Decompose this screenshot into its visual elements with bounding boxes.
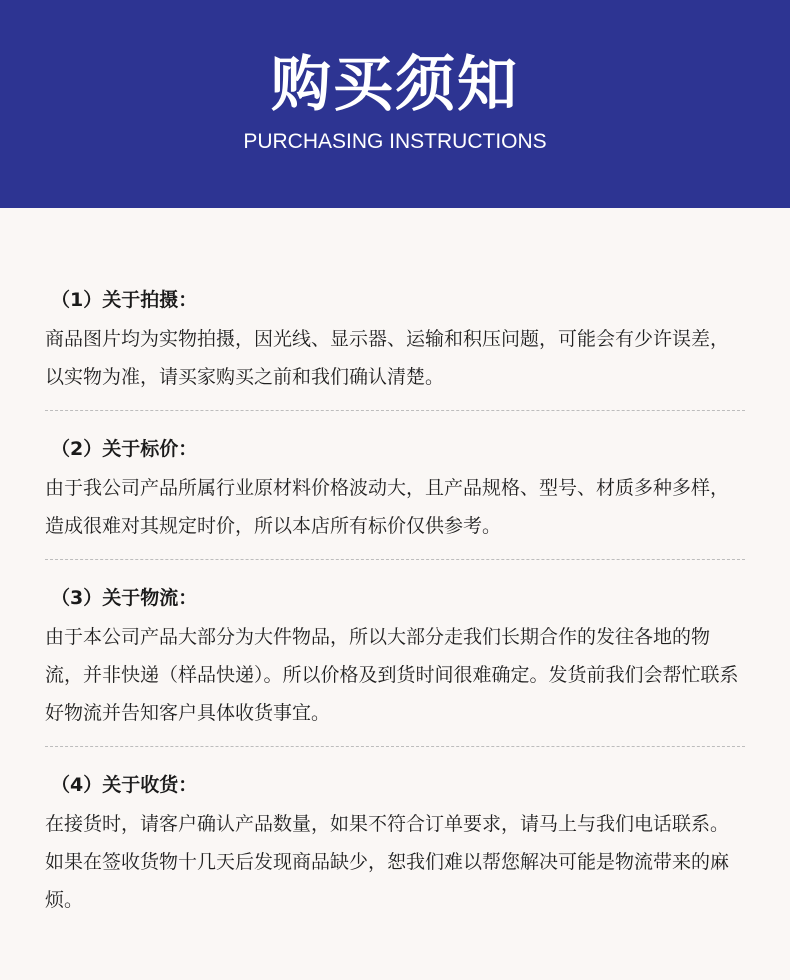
dashed-divider [45, 559, 745, 560]
section-body: 商品图片均为实物拍摄，因光线、显示器、运输和积压问题，可能会有少许误差，以实物为准，请买家购买之前和我们确认清楚。 [45, 328, 730, 388]
dashed-divider [45, 410, 745, 411]
section-title: （4）关于收货： [51, 774, 198, 796]
page-title: 购买须知 [271, 50, 519, 120]
section-body: 由于我公司产品所属行业原材料价格波动大，且产品规格、型号、材质多种多样，造成很难对其规定时价，所以本店所有标价仅供参考。 [45, 477, 730, 537]
page-subtitle: PURCHASING INSTRUCTIONS [243, 130, 547, 153]
dashed-divider [45, 746, 745, 747]
section-receiving [45, 771, 745, 919]
section-title: （2）关于标价： [51, 438, 198, 460]
instructions-content [0, 286, 790, 919]
section-photography [45, 286, 745, 396]
section-title: （1）关于拍摄： [51, 289, 198, 311]
section-logistics [45, 584, 745, 732]
header-banner [0, 0, 790, 208]
section-title: （3）关于物流： [51, 587, 198, 609]
section-body: 在接货时，请客户确认产品数量，如果不符合订单要求，请马上与我们电话联系。如果在签收货物十几天后发现商品缺少，恕我们难以帮您解决可能是物流带来的麻烦。 [45, 813, 730, 911]
section-pricing [45, 435, 745, 545]
section-body: 由于本公司产品大部分为大件物品，所以大部分走我们长期合作的发往各地的物流，并非快递（样品快递）。所以价格及到货时间很难确定。发货前我们会帮忙联系好物流并告知客户具体收货事宜。 [45, 626, 739, 724]
